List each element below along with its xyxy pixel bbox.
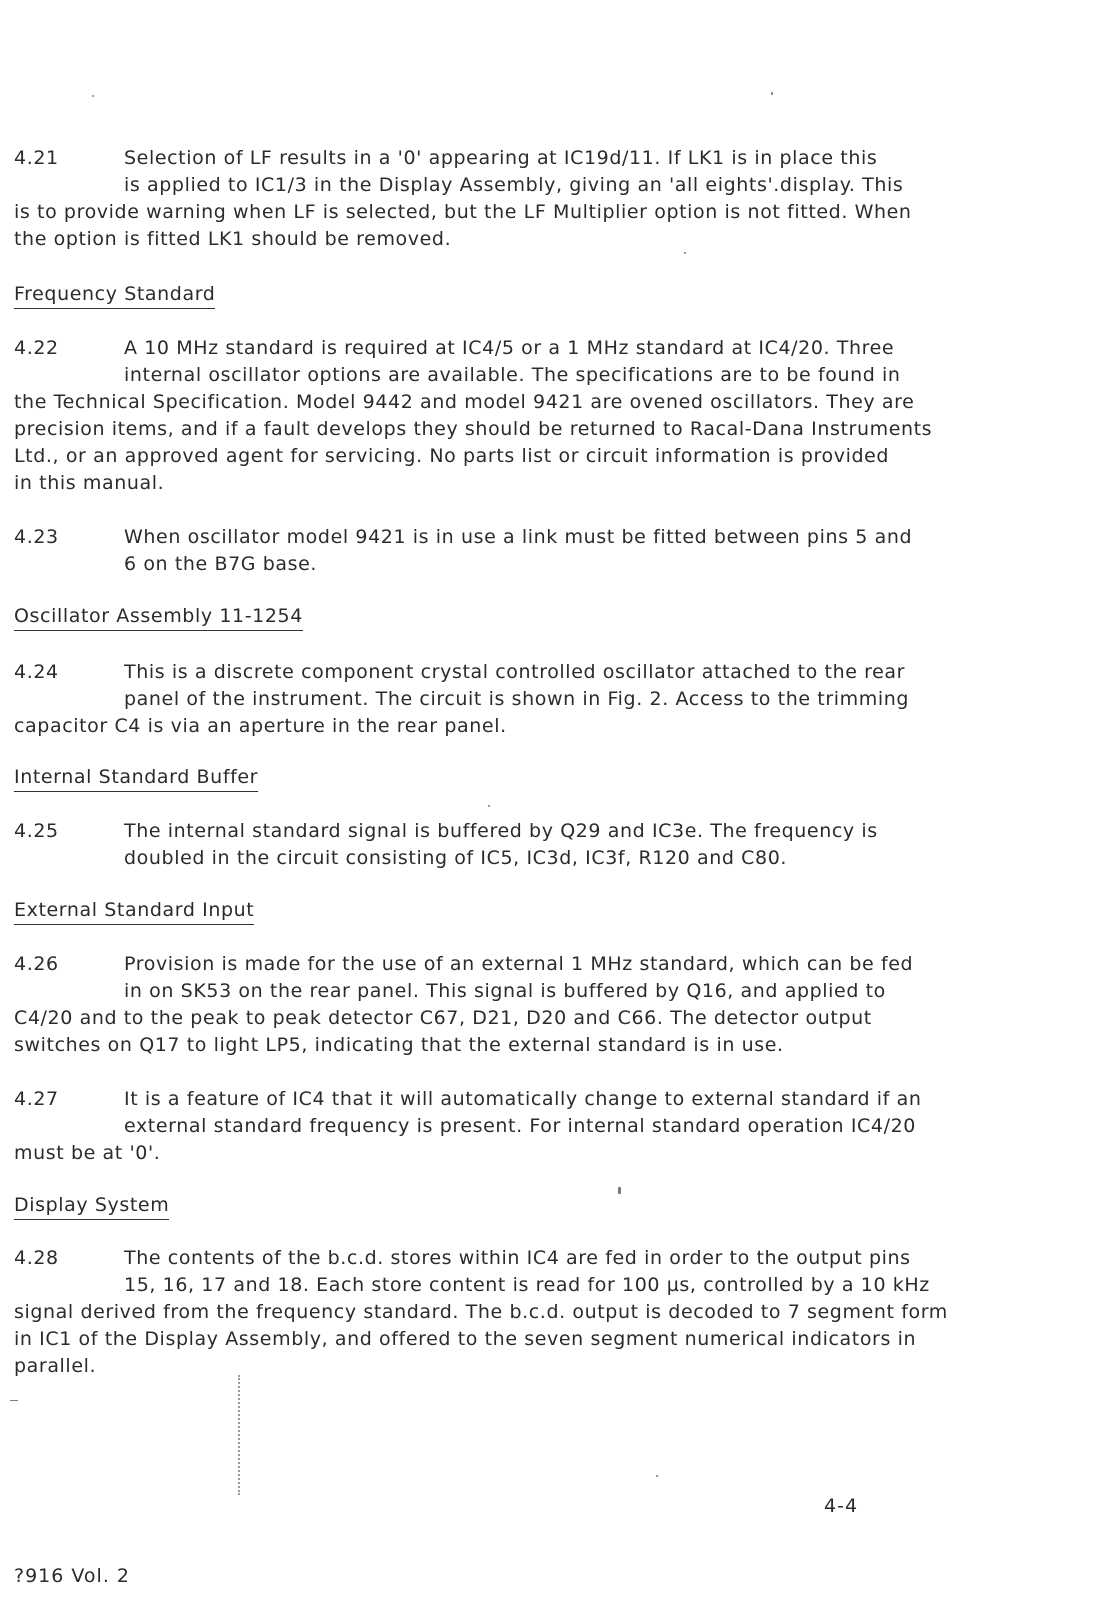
paragraph-line: capacitor C4 is via an aperture in the rear panel.	[14, 715, 507, 737]
paragraph-number: 4.23	[14, 526, 59, 548]
document-reference: ?916 Vol. 2	[14, 1565, 130, 1587]
paragraph-4-27	[14, 1086, 964, 1167]
paragraph-line: the option is fitted LK1 should be removed.	[14, 228, 452, 250]
paragraph-4-21	[14, 145, 964, 253]
paragraph-line: 6 on the B7G base.	[124, 553, 318, 575]
paragraph-line: is to provide warning when LF is selected, but the LF Multiplier option is not fitted. When	[14, 201, 912, 223]
scan-speck	[684, 252, 686, 254]
paragraph-line: in this manual.	[14, 472, 165, 494]
scan-speck	[10, 1400, 18, 1401]
paragraph-line: A 10 MHz standard is required at IC4/5 or a 1 MHz standard at IC4/20. Three	[124, 337, 895, 359]
paragraph-4-25	[14, 818, 964, 872]
paragraph-number: 4.26	[14, 953, 59, 975]
paragraph-line: Selection of LF results in a '0' appearing at IC19d/11. If LK1 is in place this	[124, 147, 878, 169]
paragraph-line: the Technical Specification. Model 9442 and model 9421 are ovened oscillators. They are	[14, 391, 915, 413]
paragraph-4-28	[14, 1245, 964, 1380]
section-heading-display-system: Display System	[14, 1194, 169, 1220]
paragraph-line: Ltd., or an approved agent for servicing. No parts list or circuit information is provided	[14, 445, 890, 467]
paragraph-line: signal derived from the frequency standard. The b.c.d. output is decoded to 7 segment form	[14, 1301, 948, 1323]
paragraph-line: It is a feature of IC4 that it will automatically change to external standard if an	[124, 1088, 922, 1110]
scan-speck	[488, 805, 490, 807]
page-number: 4-4	[824, 1495, 859, 1517]
scan-speck	[92, 95, 94, 97]
paragraph-line: 15, 16, 17 and 18. Each store content is read for 100 µs, controlled by a 10 kHz	[124, 1274, 930, 1296]
paragraph-4-22	[14, 335, 964, 497]
paragraph-line: internal oscillator options are available. The specifications are to be found in	[124, 364, 901, 386]
paragraph-4-26	[14, 951, 964, 1059]
paragraph-line: This is a discrete component crystal controlled oscillator attached to the rear	[124, 661, 906, 683]
section-heading-oscillator-assembly: Oscillator Assembly 11-1254	[14, 605, 303, 631]
paragraph-line: Provision is made for the use of an external 1 MHz standard, which can be fed	[124, 953, 914, 975]
paragraph-number: 4.21	[14, 147, 59, 169]
paragraph-line: panel of the instrument. The circuit is shown in Fig. 2. Access to the trimming	[124, 688, 910, 710]
paragraph-line: in IC1 of the Display Assembly, and offered to the seven segment numerical indicators in	[14, 1328, 917, 1350]
paragraph-number: 4.24	[14, 661, 59, 683]
scan-speck	[771, 92, 773, 95]
paragraph-line: precision items, and if a fault develops they should be returned to Racal-Dana Instruments	[14, 418, 933, 440]
scan-dotted-mark	[238, 1375, 242, 1495]
paragraph-4-24	[14, 659, 964, 740]
paragraph-line: must be at '0'.	[14, 1142, 161, 1164]
scan-speck	[618, 1187, 621, 1194]
paragraph-line: parallel.	[14, 1355, 97, 1377]
paragraph-line: switches on Q17 to light LP5, indicating that the external standard is in use.	[14, 1034, 784, 1056]
section-heading-internal-standard-buffer: Internal Standard Buffer	[14, 766, 258, 792]
paragraph-line: external standard frequency is present. For internal standard operation IC4/20	[124, 1115, 916, 1137]
paragraph-line: doubled in the circuit consisting of IC5, IC3d, IC3f, R120 and C80.	[124, 847, 788, 869]
paragraph-line: The contents of the b.c.d. stores within IC4 are fed in order to the output pins	[124, 1247, 911, 1269]
section-heading-external-standard-input: External Standard Input	[14, 899, 254, 925]
scan-speck	[656, 1475, 658, 1477]
paragraph-number: 4.27	[14, 1088, 59, 1110]
paragraph-line: C4/20 and to the peak to peak detector C67, D21, D20 and C66. The detector output	[14, 1007, 872, 1029]
paragraph-4-23	[14, 524, 964, 578]
section-heading-frequency-standard: Frequency Standard	[14, 283, 215, 309]
paragraph-number: 4.22	[14, 337, 59, 359]
paragraph-line: in on SK53 on the rear panel. This signal is buffered by Q16, and applied to	[124, 980, 886, 1002]
paragraph-number: 4.25	[14, 820, 59, 842]
paragraph-line: When oscillator model 9421 is in use a link must be fitted between pins 5 and	[124, 526, 913, 548]
paragraph-line: is applied to IC1/3 in the Display Assembly, giving an 'all eights'.display. This	[124, 174, 904, 196]
paragraph-number: 4.28	[14, 1247, 59, 1269]
paragraph-line: The internal standard signal is buffered by Q29 and IC3e. The frequency is	[124, 820, 878, 842]
